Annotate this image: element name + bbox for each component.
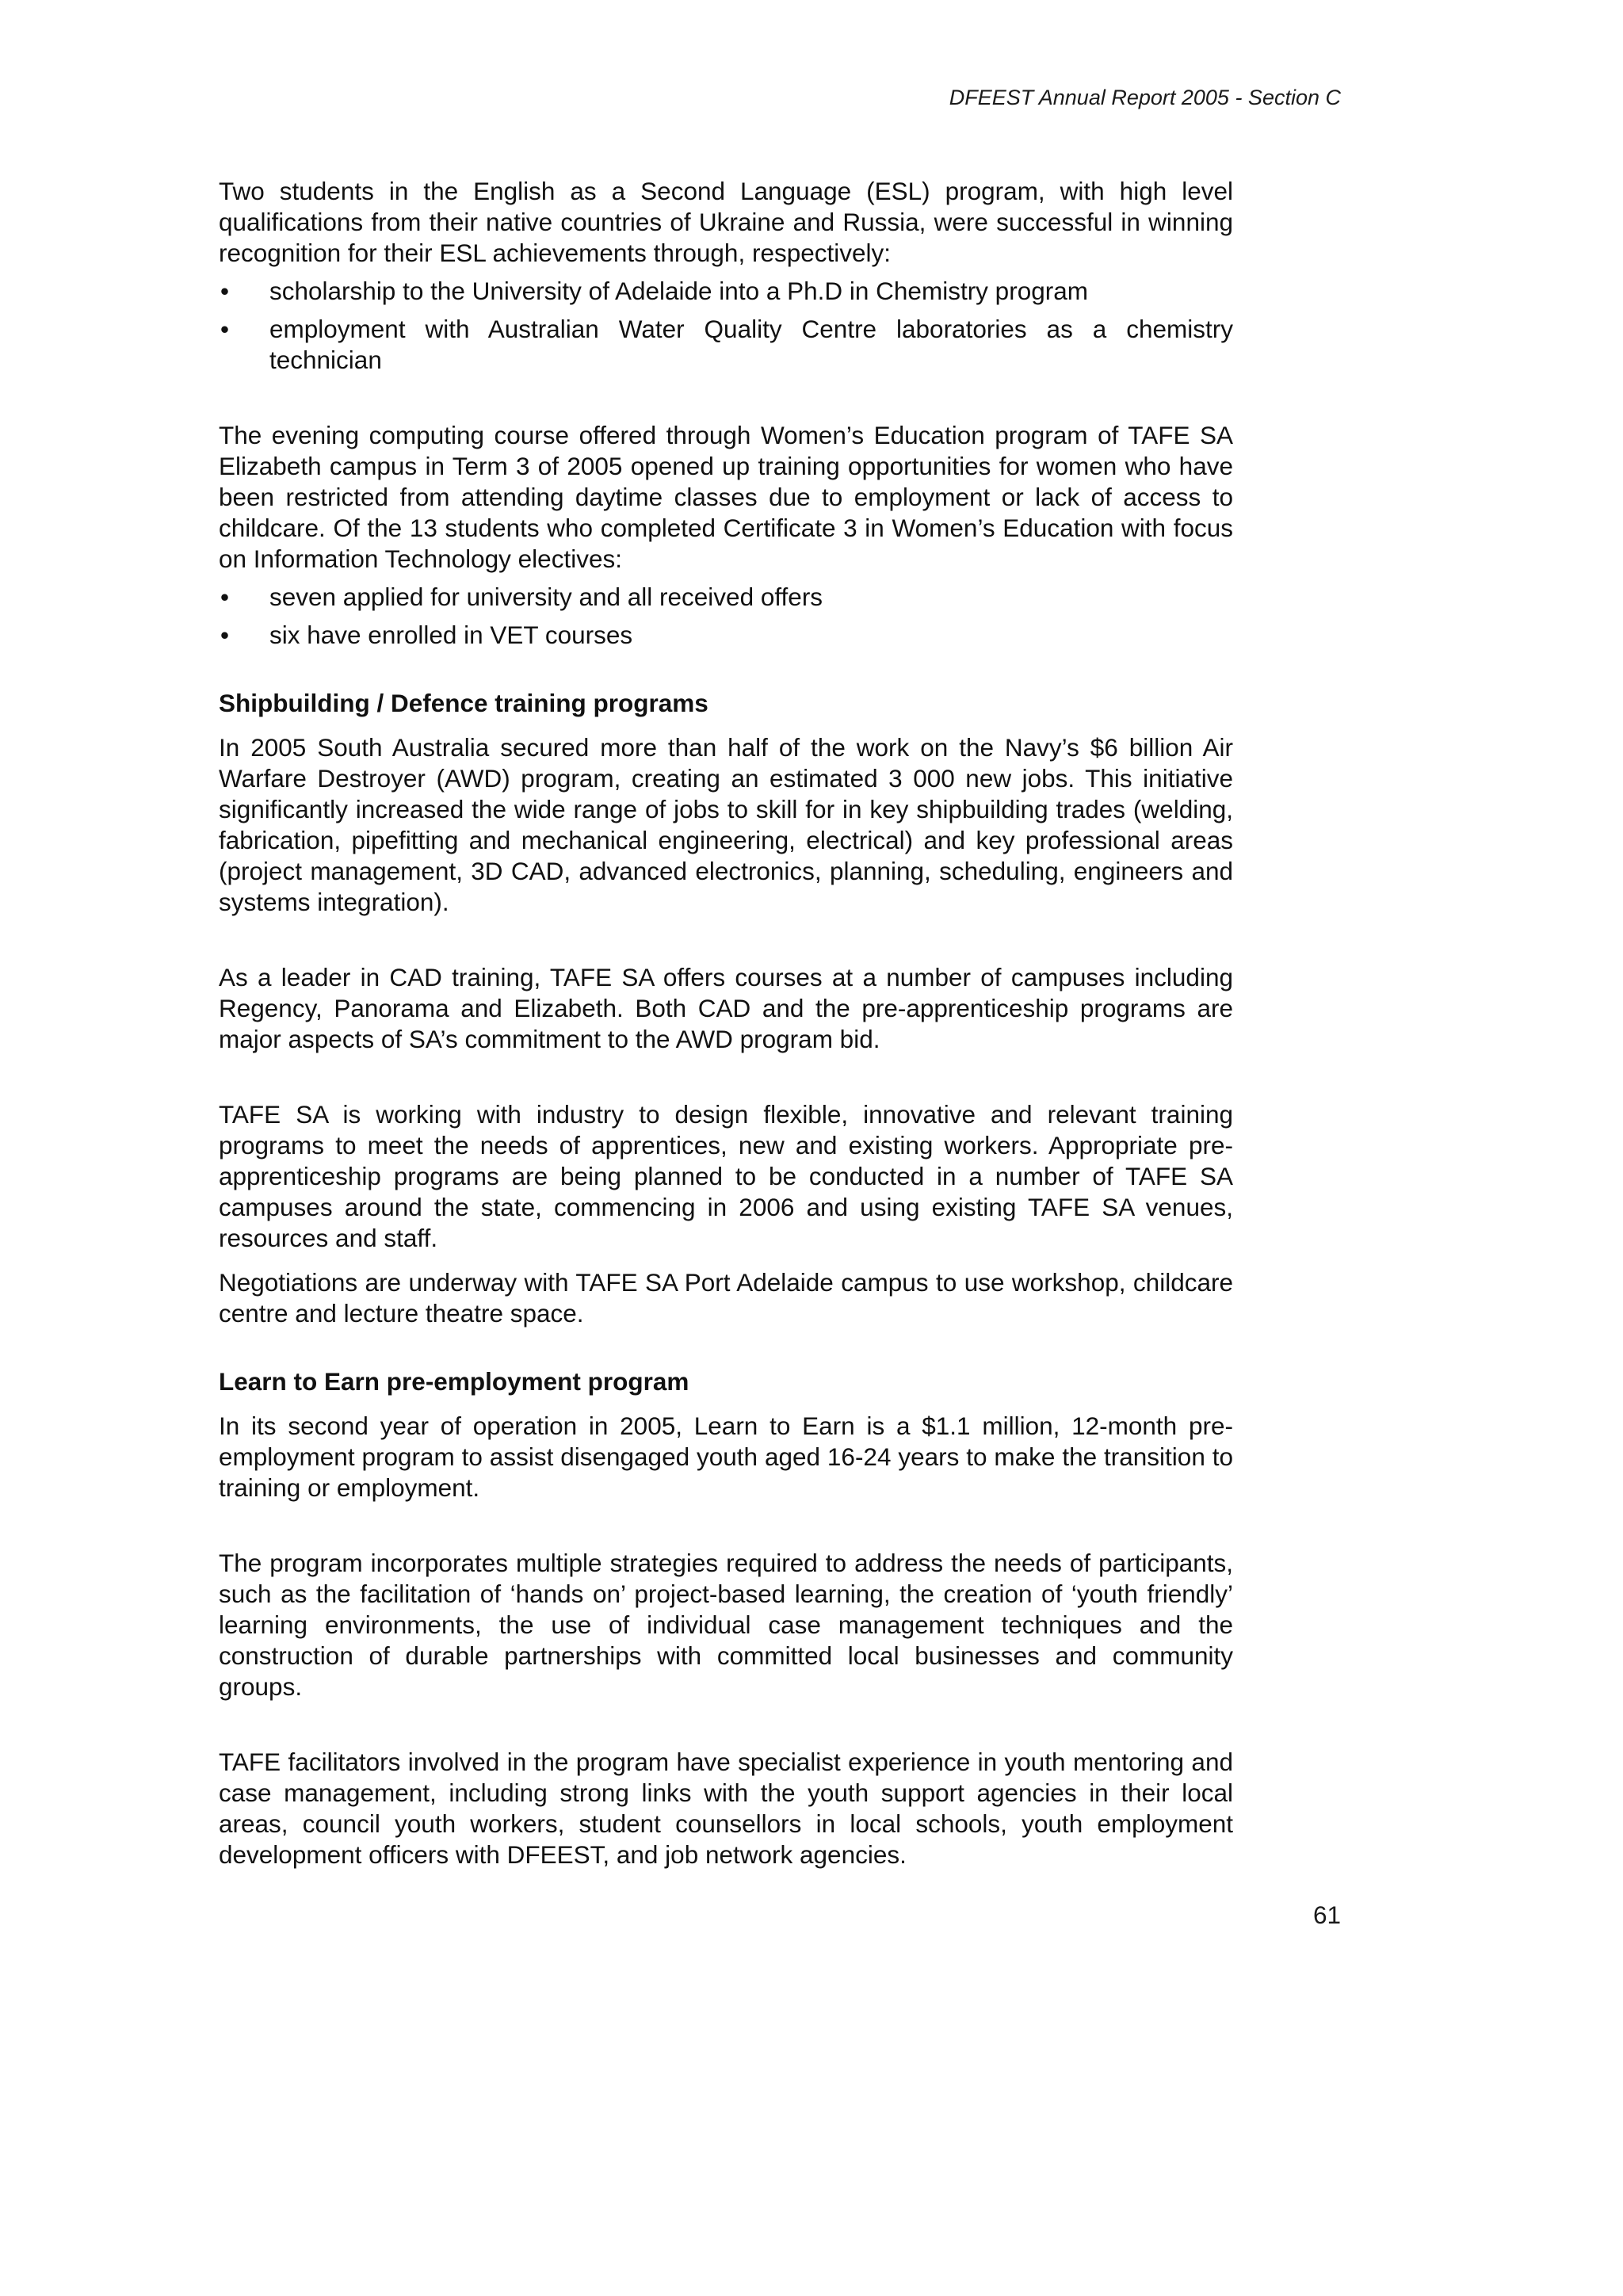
page-body <box>219 176 1233 1870</box>
page-number: 61 <box>1312 1901 1341 1929</box>
list-item: • seven applied for university and all received offers <box>219 582 1233 613</box>
womens-education-paragraph: The evening computing course offered through Women’s Education program of TAFE SA Elizabeth campus in Term 3 of 2005 opened up training opportunities for women who have been restricted from attending daytime classes due to employment or lack of access to childcare. Of the 13 students who completed Certificate 3 in Women’s Education with focus on Information Technology electives: <box>219 421 1233 573</box>
tafe-facilitators-paragraph: TAFE facilitators involved in the program have specialist experience in youth mentoring and case management, including strong links with the youth support agencies in their local areas, council youth workers, student counsellors in local schools, youth employment development officers with DFEEST, and job network agencies. <box>219 1748 1233 1869</box>
cad-training-paragraph: As a leader in CAD training, TAFE SA offers courses at a number of campuses including Regency, Panorama and Elizabeth. Both CAD and the pre-apprenticeship programs are major aspects of SA’s commitment to the AWD program bid. <box>219 963 1233 1053</box>
shipbuilding-paragraph: In 2005 South Australia secured more than half of the work on the Navy’s $6 billion Air Warfare Destroyer (AWD) program, creating an estimated 3 000 new jobs. This initiative significantly increased the wide range of jobs to skill for in key shipbuilding trades (welding, fabrication, pipefitting and mechanical engineering, electrical) and key professional areas (project management, 3D CAD, advanced electronics, planning, scheduling, engineers and systems integration). <box>219 733 1233 916</box>
list-item: • six have enrolled in VET courses <box>219 620 1233 651</box>
shipbuilding-heading: Shipbuilding / Defence training programs <box>219 689 708 717</box>
learn-to-earn-paragraph: In its second year of operation in 2005, Learn to Earn is a $1.1 million, 12-month pre-employment program to assist disengaged youth aged 16-24 years to make the transition to training or employment. <box>219 1412 1233 1502</box>
esl-intro-paragraph: Two students in the English as a Second Language (ESL) program, with high level qualifications from their native countries of Ukraine and Russia, were successful in winning recognition for their ESL achievements through, respectively: <box>219 177 1233 267</box>
learn-to-earn-heading: Learn to Earn pre-employment program <box>219 1367 689 1396</box>
program-strategies-paragraph: The program incorporates multiple strategies required to address the needs of participants, such as the facilitation of ‘hands on’ project-based learning, the creation of ‘youth friendly’ learning environments, the use of individual case management techniques and the construction of durable partnerships with committed local businesses and community groups. <box>219 1549 1233 1701</box>
womens-education-bullet-list <box>219 582 1233 651</box>
industry-training-paragraph: TAFE SA is working with industry to design flexible, innovative and relevant training programs to meet the needs of apprentices, new and existing workers. Appropriate pre-apprenticeship programs are being planned to be conducted in a number of TAFE SA campuses around the state, commencing in 2006 and using existing TAFE SA venues, resources and staff. <box>219 1100 1233 1252</box>
running-header: DFEEST Annual Report 2005 - Section C <box>949 86 1341 109</box>
esl-bullet-list <box>219 276 1233 376</box>
list-item: • scholarship to the University of Adelaide into a Ph.D in Chemistry program <box>219 276 1233 307</box>
port-adelaide-paragraph: Negotiations are underway with TAFE SA Port Adelaide campus to use workshop, childcare centre and lecture theatre space. <box>219 1268 1233 1328</box>
list-item: • employment with Australian Water Quality Centre laboratories as a chemistry technician <box>219 314 1233 376</box>
